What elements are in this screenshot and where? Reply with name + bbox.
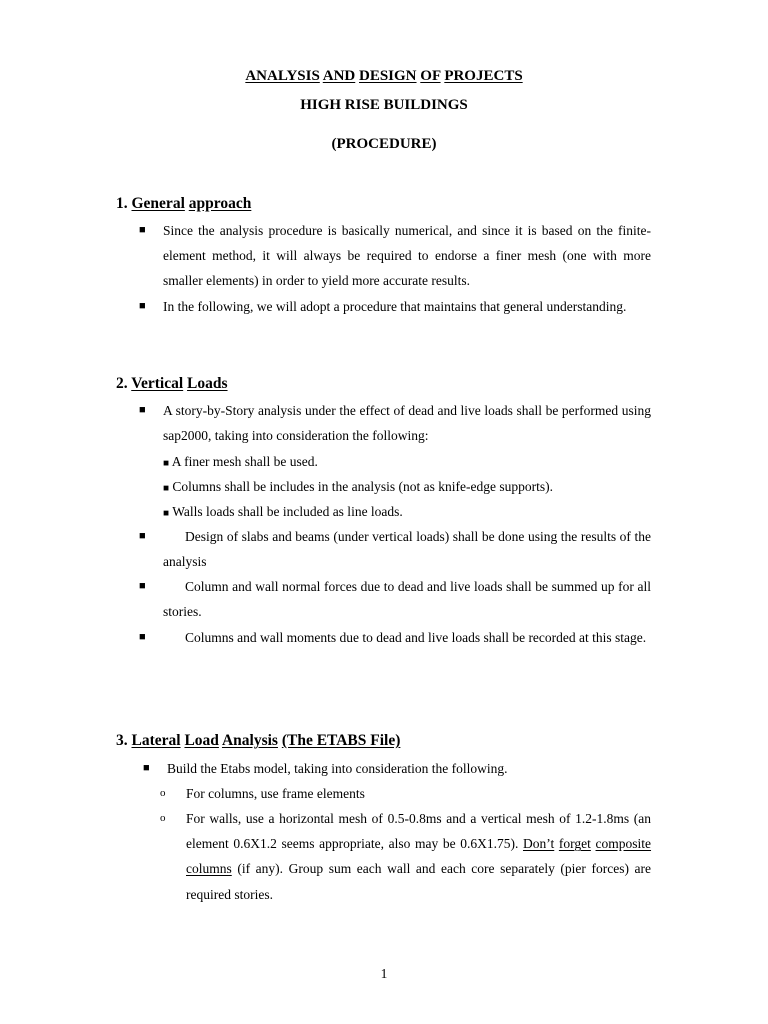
heading-word: (The ETABS File) — [281, 732, 401, 749]
section-2-heading — [116, 374, 228, 394]
title-line-2: HIGH RISE BUILDINGS — [300, 97, 468, 113]
square-bullet-icon: ■ — [139, 580, 146, 592]
title-word: ANALYSIS — [245, 68, 320, 84]
square-bullet-icon: ■ — [139, 631, 146, 643]
section-3-sub-2: For walls, use a horizontal mesh of 0.5-0.8ms and a vertical mesh of 1.2-1.8ms (an element 0.6X1.2 seems appropriate, also may be 0.6X1.75). Don’t forget composite columns (if any). Group sum each wall and each core separately (pier forces) are required stories. — [186, 811, 652, 902]
section-3-heading — [116, 731, 400, 751]
small-square-bullet-icon: ■ — [163, 508, 170, 519]
heading-word: Vertical — [131, 375, 184, 392]
section-2-sub-bullet: ■ Walls loads shall be included as line loads. — [163, 504, 403, 519]
square-bullet-icon: ■ — [139, 300, 146, 312]
heading-word: Load — [184, 732, 219, 749]
title-line-3: (PROCEDURE) — [331, 136, 437, 152]
section-number: 2. — [116, 375, 128, 392]
circle-bullet-icon: o — [160, 787, 166, 799]
heading-word: Analysis — [221, 732, 278, 749]
section-number: 3. — [116, 732, 128, 749]
section-2-bullet-1: A story-by-Story analysis under the effect of dead and live loads shall be performed using sap2000, taking into consideration the following: — [163, 403, 651, 444]
circle-bullet-icon: o — [160, 812, 166, 824]
title-word: PROJECTS — [444, 68, 523, 84]
heading-word: Loads — [187, 375, 228, 392]
section-number: 1. — [116, 195, 128, 212]
title-word: OF — [420, 68, 441, 84]
small-square-bullet-icon: ■ — [163, 458, 170, 469]
small-square-bullet-icon: ■ — [163, 483, 170, 494]
title-word: DESIGN — [359, 68, 417, 84]
section-2-bullet-2: Design of slabs and beams (under vertical loads) shall be done using the results of the analysis — [163, 529, 651, 570]
heading-word: General — [131, 195, 185, 212]
heading-word: approach — [188, 195, 252, 212]
section-1-bullet-2: In the following, we will adopt a procedure that maintains that general understanding. — [163, 299, 627, 314]
section-2-bullet-4: Columns and wall moments due to dead and live loads shall be recorded at this stage. — [185, 630, 647, 645]
section-2-bullet-3: Column and wall normal forces due to dead and live loads shall be summed up for all stories. — [163, 579, 651, 620]
heading-word: Lateral — [131, 732, 181, 749]
title-line-1 — [0, 66, 768, 86]
section-3-bullet-1: Build the Etabs model, taking into consideration the following. — [167, 761, 508, 776]
square-bullet-icon: ■ — [139, 530, 146, 542]
section-3-sub-1: For columns, use frame elements — [186, 786, 365, 801]
section-1-bullet-1: Since the analysis procedure is basically numerical, and since it is based on the finite-element method, it will always be required to endorse a finer mesh (one with more smaller elements) in order to yield more accurate results. — [163, 223, 651, 289]
square-bullet-icon: ■ — [143, 762, 150, 774]
section-2-sub-bullet: ■ Columns shall be includes in the analysis (not as knife-edge supports). — [163, 479, 553, 494]
section-2-sub-bullet: ■ A finer mesh shall be used. — [163, 454, 318, 469]
page-number: 1 — [380, 966, 388, 981]
square-bullet-icon: ■ — [139, 224, 146, 236]
square-bullet-icon: ■ — [139, 404, 146, 416]
section-1-heading — [116, 194, 251, 214]
title-word: AND — [322, 68, 356, 84]
